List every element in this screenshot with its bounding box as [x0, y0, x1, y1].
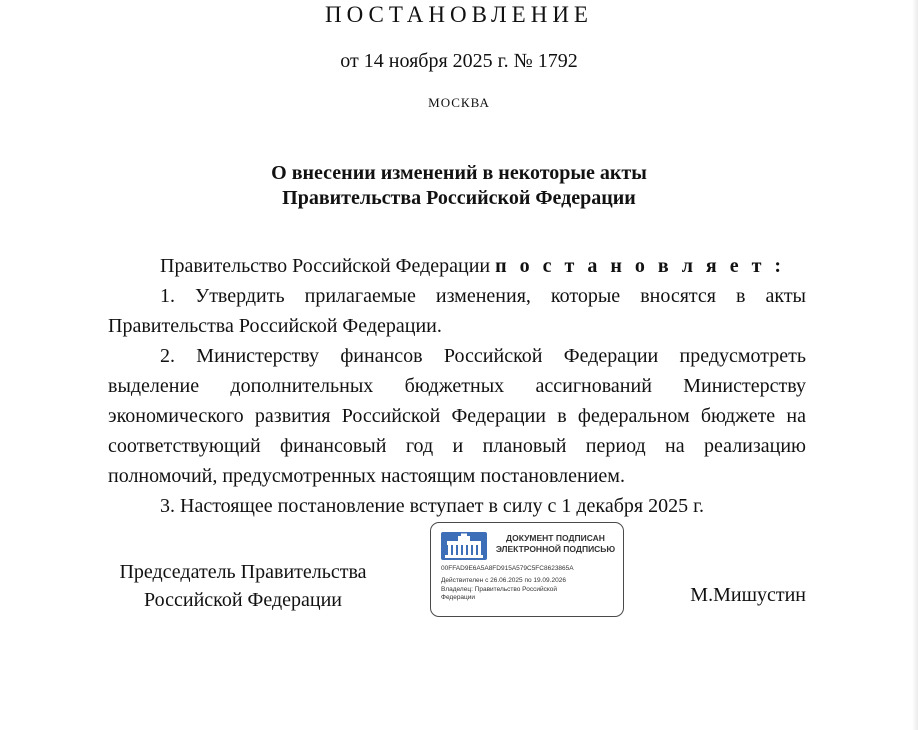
preamble-subject: Правительство Российской Федерации: [160, 255, 491, 277]
page-edge-shadow: [912, 0, 918, 730]
stamp-heading-line-2: ЭЛЕКТРОННОЙ ПОДПИСЬЮ: [495, 544, 616, 554]
electronic-signature-stamp: [430, 522, 624, 617]
stamp-validity: Действителен с 26.06.2025 по 19.09.2026: [441, 577, 566, 584]
preamble-verb: п о с т а н о в л я е т :: [495, 255, 786, 277]
clause-3: 3. Настоящее постановление вступает в силу с 1 декабря 2025 г.: [160, 495, 705, 517]
stamp-heading-line-1: ДОКУМЕНТ ПОДПИСАН: [506, 533, 605, 543]
stamp-owner-line-1: Владелец: Правительство Российской: [441, 586, 558, 593]
document-date-number: от 14 ноября 2025 г. № 1792: [340, 50, 578, 72]
government-building-icon: [441, 532, 487, 565]
stamp-heading: [493, 533, 618, 555]
document-city: МОСКВА: [428, 95, 490, 110]
signer-title-line-1: Председатель Правительства: [119, 561, 367, 583]
stamp-certificate-serial: 00FFAD9E6A5A8FD915A579C5FC8623865A: [441, 565, 574, 572]
document-title-line-1: О внесении изменений в некоторые акты: [271, 162, 647, 184]
preamble: [108, 251, 806, 281]
clause-2: 2. Министерству финансов Российской Федерации предусмотреть выделение дополнительных бюджетных ассигнований Министерству экономического развития Российской Федерации в федеральном бюджете на соответствующий финансовый год и плановый период на реализацию полномочий, предусмотренных настоящим постановлением.: [108, 345, 806, 487]
clauses-list: [108, 281, 806, 521]
document-title-line-2: Правительства Российской Федерации: [282, 187, 636, 209]
clause-1: 1. Утвердить прилагаемые изменения, которые вносятся в акты Правительства Российской Федерации.: [108, 285, 806, 337]
document-kind: ПОСТАНОВЛЕНИЕ: [325, 2, 593, 27]
signer-title: [108, 558, 378, 614]
signer-title-line-2: Российской Федерации: [143, 589, 343, 611]
stamp-owner-line-2: Федерации: [441, 594, 476, 601]
signer-name: М.Мишустин: [690, 584, 806, 606]
